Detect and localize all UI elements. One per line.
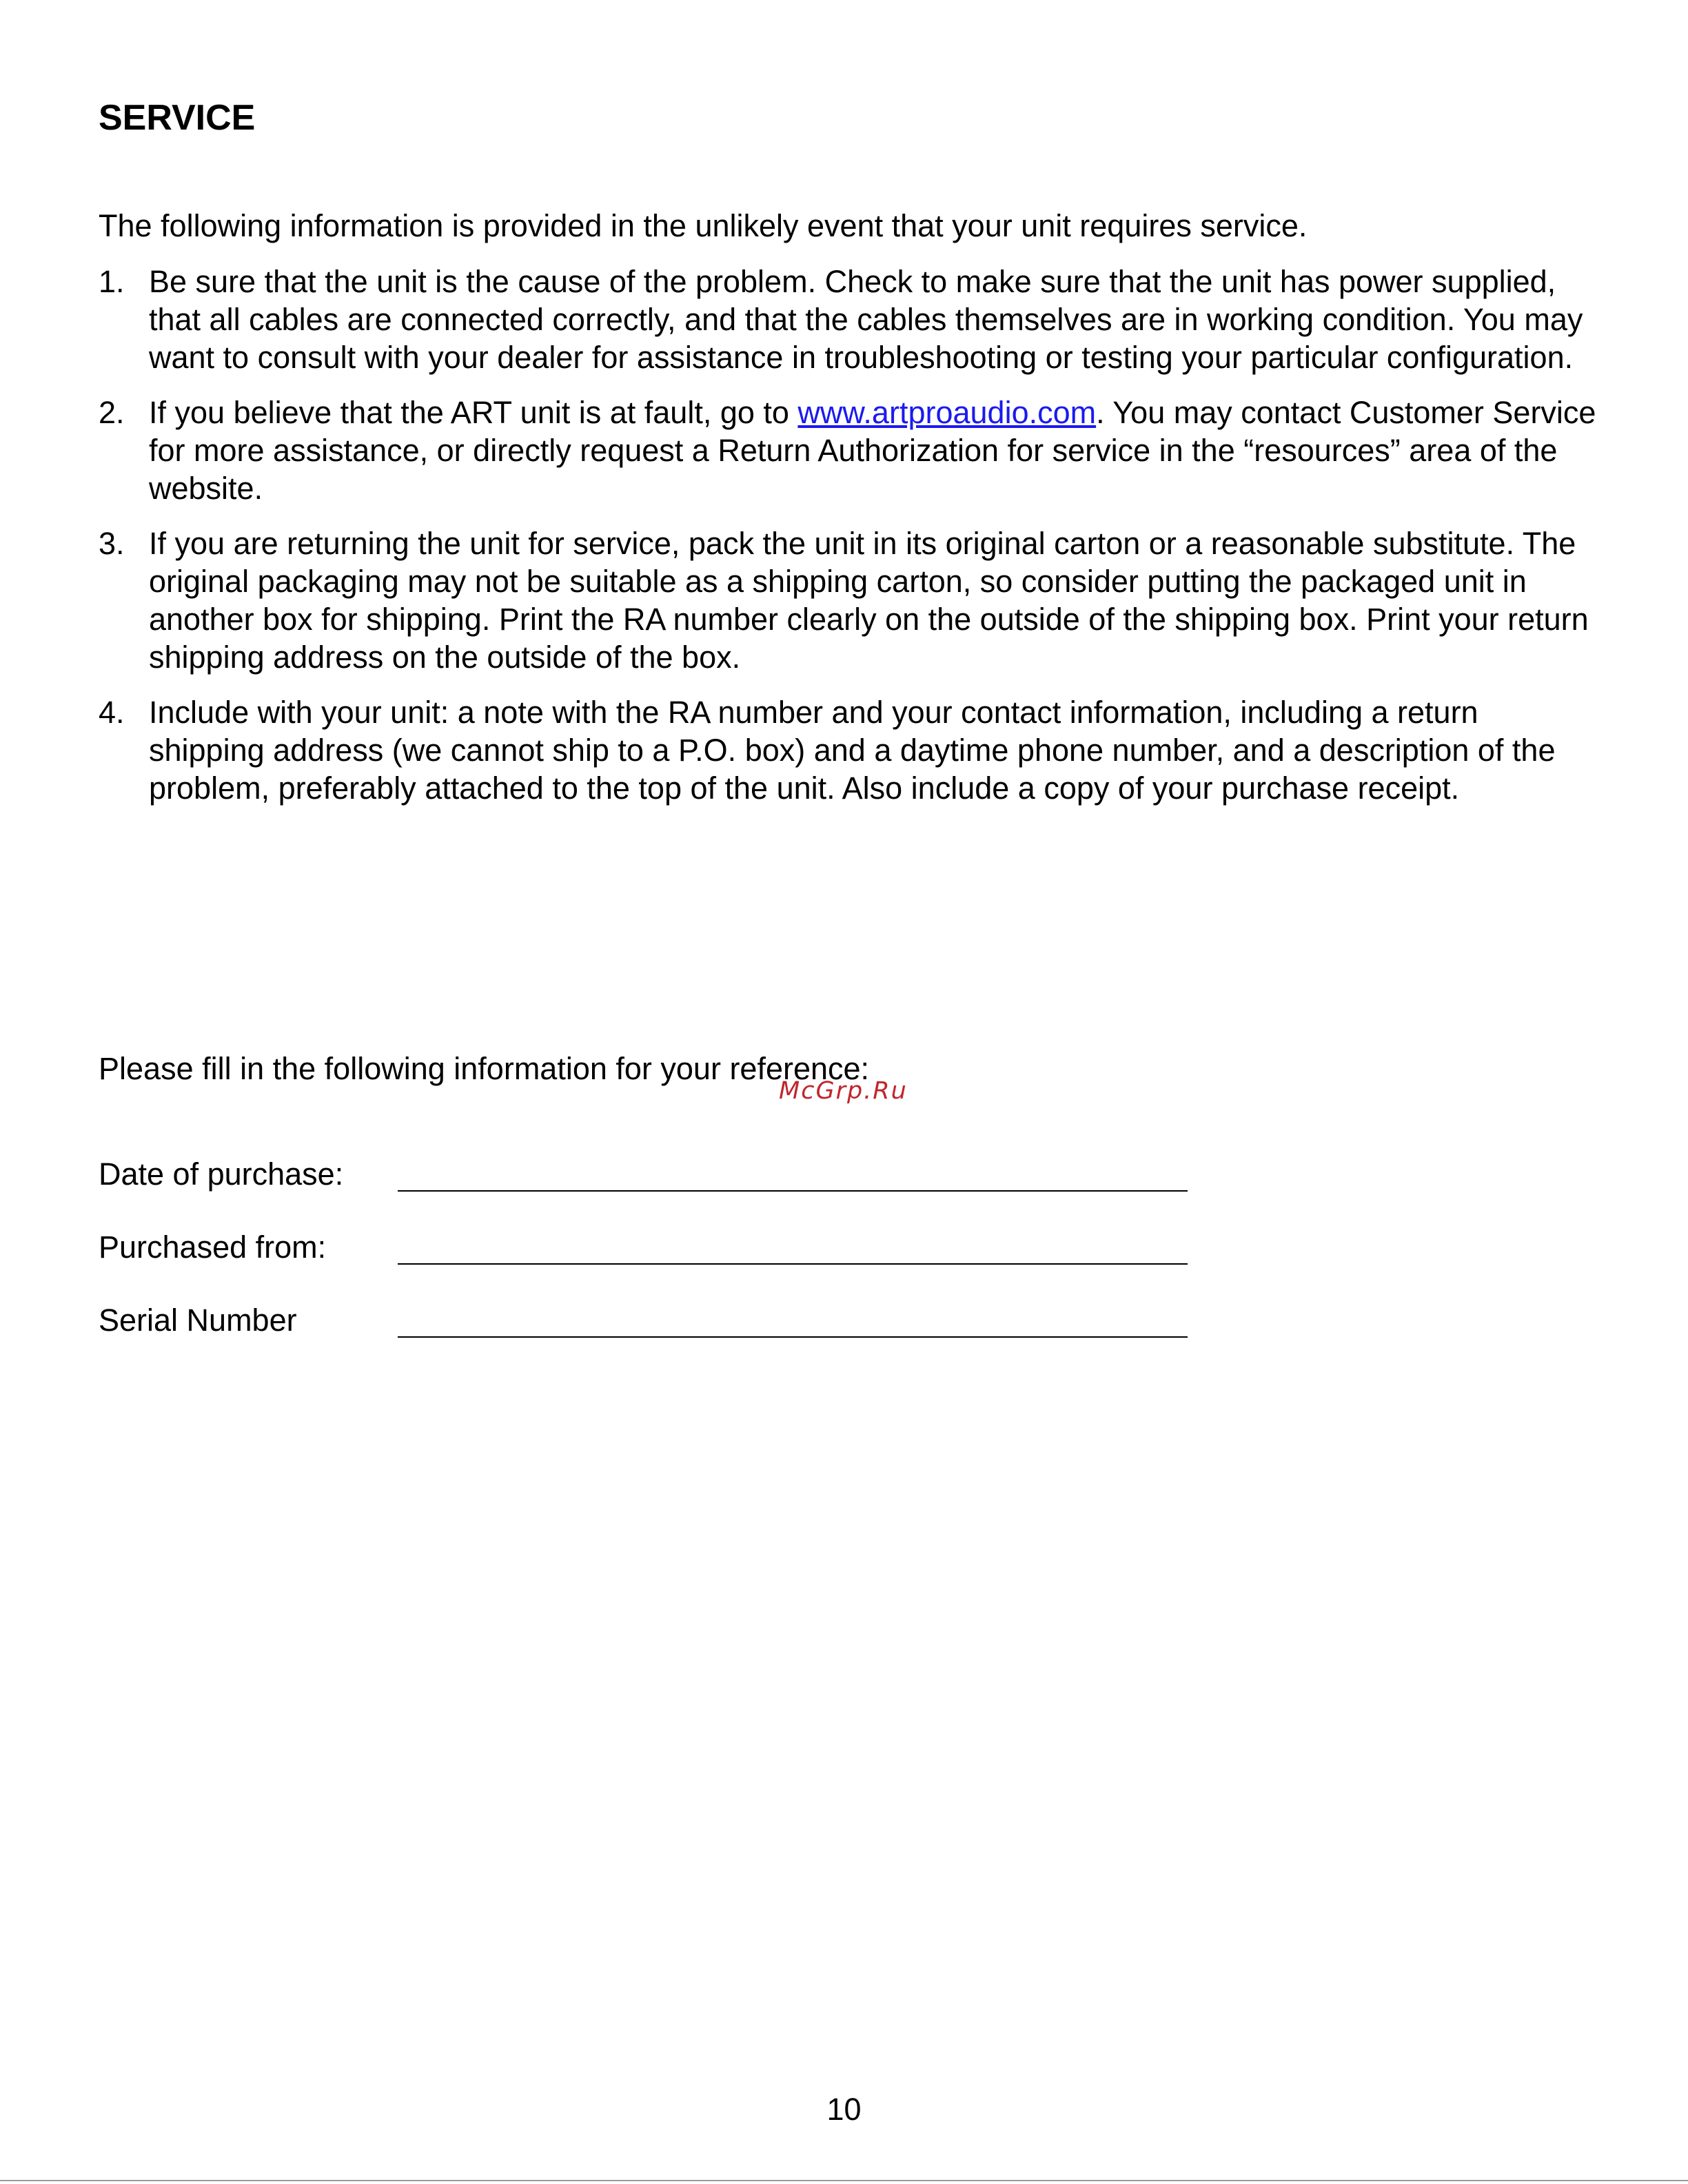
step-text: Be sure that the unit is the cause of the problem. Check to make sure that the unit has power supplied, that all cables are connected correctly, and that the cables themselves are in working condition. You may want to consult with your dealer for assistance in troubleshooting or testing your particular configuration. (149, 264, 1583, 375)
date-of-purchase-label: Date of purchase: (99, 1156, 344, 1192)
bottom-divider (0, 2180, 1688, 2181)
purchased-from-label: Purchased from: (99, 1229, 327, 1265)
artproaudio-website-link[interactable]: www.artproaudio.com (797, 395, 1097, 430)
step-text-after-link: . You may contact Customer Service for more assistance, or directly request a Return Authorization for service in the “resources” area of the website. (149, 395, 1596, 506)
section-heading: SERVICE (99, 98, 256, 138)
service-step-3 (99, 524, 1601, 676)
purchased-from-blank-line (398, 1263, 1188, 1265)
step-number: 4. (99, 695, 125, 730)
service-step-2 (99, 394, 1601, 507)
purchased-from-field (99, 1228, 1188, 1266)
serial-number-label: Serial Number (99, 1303, 297, 1338)
fill-in-instructions: Please fill in the following information for your reference: (99, 1051, 870, 1086)
serial-number-blank-line (398, 1336, 1188, 1338)
step-text: If you are returning the unit for service, pack the unit in its original carton or a reasonable substitute. The original packaging may not be suitable as a shipping carton, so consider putting the packaged unit in another box for shipping. Print the RA number clearly on the outside of the shipping box. Print your return shipping address on the outside of the box. (149, 526, 1589, 675)
step-number: 3. (99, 526, 125, 561)
step-text (149, 394, 1601, 507)
step-text: Include with your unit: a note with the RA number and your contact information, including a return shipping address (we cannot ship to a P.O. box) and a daytime phone number, and a description of the problem, preferably attached to the top of the unit. Also include a copy of your purchase receipt. (149, 695, 1556, 806)
date-of-purchase-blank-line (398, 1190, 1188, 1192)
step-text-before-link: If you believe that the ART unit is at fault, go to (149, 395, 798, 430)
intro-paragraph: The following information is provided in the unlikely event that your unit requires service. (99, 208, 1308, 243)
watermark-text: McGrp.Ru (779, 1077, 908, 1105)
date-of-purchase-field (99, 1155, 1188, 1193)
step-number: 1. (99, 264, 125, 299)
step-number: 2. (99, 395, 125, 430)
page-number: 10 (826, 2092, 862, 2127)
service-step-1 (99, 263, 1601, 376)
serial-number-field (99, 1301, 1188, 1339)
service-step-4 (99, 693, 1601, 807)
service-steps-list (99, 263, 1601, 824)
